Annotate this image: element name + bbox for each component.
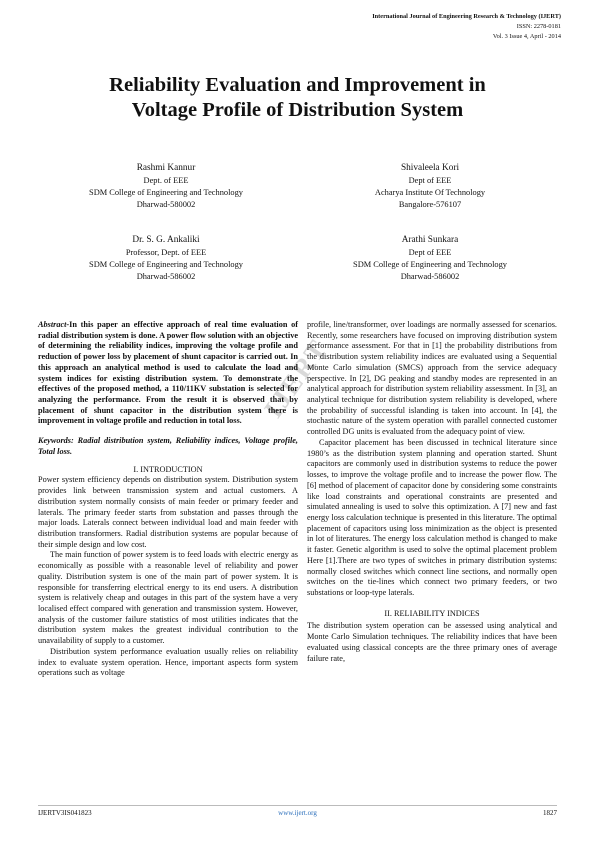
- journal-url-link[interactable]: www.ijert.org: [278, 809, 317, 817]
- author-affiliation: SDM College of Engineering and Technology: [89, 188, 243, 198]
- intro-paragraph-1: Power system efficiency depends on distribution system. Distribution system provides link between transmission system and actual customers. A distribution system normally consists of main feeder or primary feeder and laterals. The primary feeder starts from substation and passes through the major loads. Laterals connect between individual load and main feeder with distribution transformers. Radial distribution systems are popular because of their simple design and low cost.: [38, 475, 298, 549]
- body-paragraph-3: The distribution system operation can be assessed using analytical and Monte Carlo Simulation techniques. The reliability indices that have been evaluated using classical concepts are the three primary ones of average failure rate,: [307, 621, 557, 663]
- section-heading-reliability-indices: II. RELIABILITY INDICES: [384, 608, 480, 618]
- abstract-text: In this paper an effective approach of real time evaluation of radial distribution system is done. A power flow solution with an objective of determining the reliability indices, improving the voltage profile and reduction of power loss by placement of shunt capacitor is carried out. In this approach an analytical method is used to calculate the load and system indices for existing distribution system. To demonstrate the effectives of the proposed method, a 110/11KV substation is selected for analyzing the performance. From the result it is observed that by placement of shunt capacitor in the distribution system there is improvement in voltage profile and reduction in total loss.: [38, 320, 298, 426]
- abstract: [38, 320, 298, 427]
- intro-paragraph-3: Distribution system performance evaluation usually relies on reliability index to evaluate system operation. Hence, important aspects form system operations such as voltage: [38, 646, 298, 678]
- author-name: Arathi Sunkara: [401, 235, 459, 245]
- author-dept: Dept of EEE: [408, 176, 452, 185]
- paper-id: IJERTV3IS041823: [38, 809, 92, 817]
- author-affiliation: SDM College of Engineering and Technology: [89, 260, 243, 270]
- author-name: Shivaleela Kori: [400, 163, 460, 173]
- watermark: IJERT: [258, 333, 334, 424]
- author-location: Dharwad-586002: [400, 272, 460, 282]
- author-block-4: [320, 233, 540, 284]
- journal-header: [372, 12, 561, 42]
- author-dept: Dept. of EEE: [143, 176, 189, 185]
- paper-title: [40, 73, 555, 123]
- author-affiliation: Acharya Institute Of Technology: [374, 188, 486, 198]
- page-number: 1827: [543, 809, 557, 817]
- footer-divider: [38, 805, 557, 806]
- author-dept: Dept of EEE: [408, 248, 452, 257]
- author-location: Dharwad-586002: [136, 272, 196, 282]
- intro-paragraph-2: The main function of power system is to feed loads with electric energy as economically as possible with a reasonable level of reliability and power quality. Distribution system is one of the main part of power system. It is responsible for transferring electrical energy to its end users. A distribution system is relatively cheap and outages in this part of the system have a very localised effect compared with generation and transmission system. However, analysis of the customer failure statistics of most utilities indicates that the distribution system makes the greatest individual contribution to the unavailability of supply to a customer.: [38, 550, 298, 646]
- issn: ISSN: 2278-0181: [516, 23, 561, 30]
- author-location: Bangalore-576107: [398, 200, 462, 210]
- left-column: [38, 320, 298, 679]
- author-block-1: [56, 161, 276, 212]
- keywords: Keywords: Radial distribution system, Reliability indices, Voltage profile, Total loss.: [38, 436, 298, 456]
- author-location: Dharwad-580002: [136, 200, 196, 210]
- body-paragraph-2: Capacitor placement has been discussed in technical literature since 1980’s as the distribution system planning and operation started. Shunt capacitors are commonly used in distribution systems to reduce the power losses, to improve the voltage profile and to increase the power flow. The [6] method of placement of capacitor done by considering some constraints like load constraints and operational constraints are presented and simulated annealing is used to solve this optimization. A [7] new and fast energy loss calculation technique is presented in this literature. The optimal placement of capacitors using loss minimization as the object is presented in lot of literatures. The energy loss calculation method is changed to make it faster. Genetic algorithm is used to solve the optimal placement problem Here [1].There are two types of switches in primary distribution systems: normally closed switches which connect line sections, and normally open switches on the tie-lines which connect two primary feeders, or two substations or loop-type laterals.: [307, 437, 557, 597]
- author-block-3: [56, 233, 276, 284]
- author-affiliation: SDM College of Engineering and Technology: [353, 260, 507, 270]
- journal-name: International Journal of Engineering Research & Technology (IJERT): [372, 13, 561, 20]
- right-column: [307, 320, 557, 664]
- abstract-label: Abstract-: [38, 320, 70, 329]
- section-heading-introduction: I. INTRODUCTION: [133, 464, 203, 474]
- title-line-1: Reliability Evaluation and Improvement in: [109, 74, 486, 96]
- author-name: Dr. S. G. Ankaliki: [132, 235, 200, 245]
- volume-issue: Vol. 3 Issue 4, April - 2014: [492, 33, 561, 40]
- title-line-2: Voltage Profile of Distribution System: [131, 99, 464, 121]
- author-dept: Professor, Dept. of EEE: [125, 248, 207, 257]
- author-name: Rashmi Kannur: [136, 163, 196, 173]
- author-block-2: [320, 161, 540, 212]
- body-paragraph-1: profile, line/transformer, over loadings are normally assessed for scenarios. Recently, some researchers have focused on improving distribution system performance assessment. For that in [1] the probability distributions from the distribution system reliability indices are evaluated using a Sequential Monte Carlo simulation (SMCS) approach from the service adequacy perspective. In [2], DG peaking and standby modes are represented in an analytical approach for distribution system reliability assessment. In [3], an analytical technique for distribution system reliability is developed, where the probability of successful islanding is taken into account. In [4], the stochastic nature of the system operation with parallel connected customer controlled DG units is evaluated from the adequacy point of view.: [307, 320, 557, 437]
